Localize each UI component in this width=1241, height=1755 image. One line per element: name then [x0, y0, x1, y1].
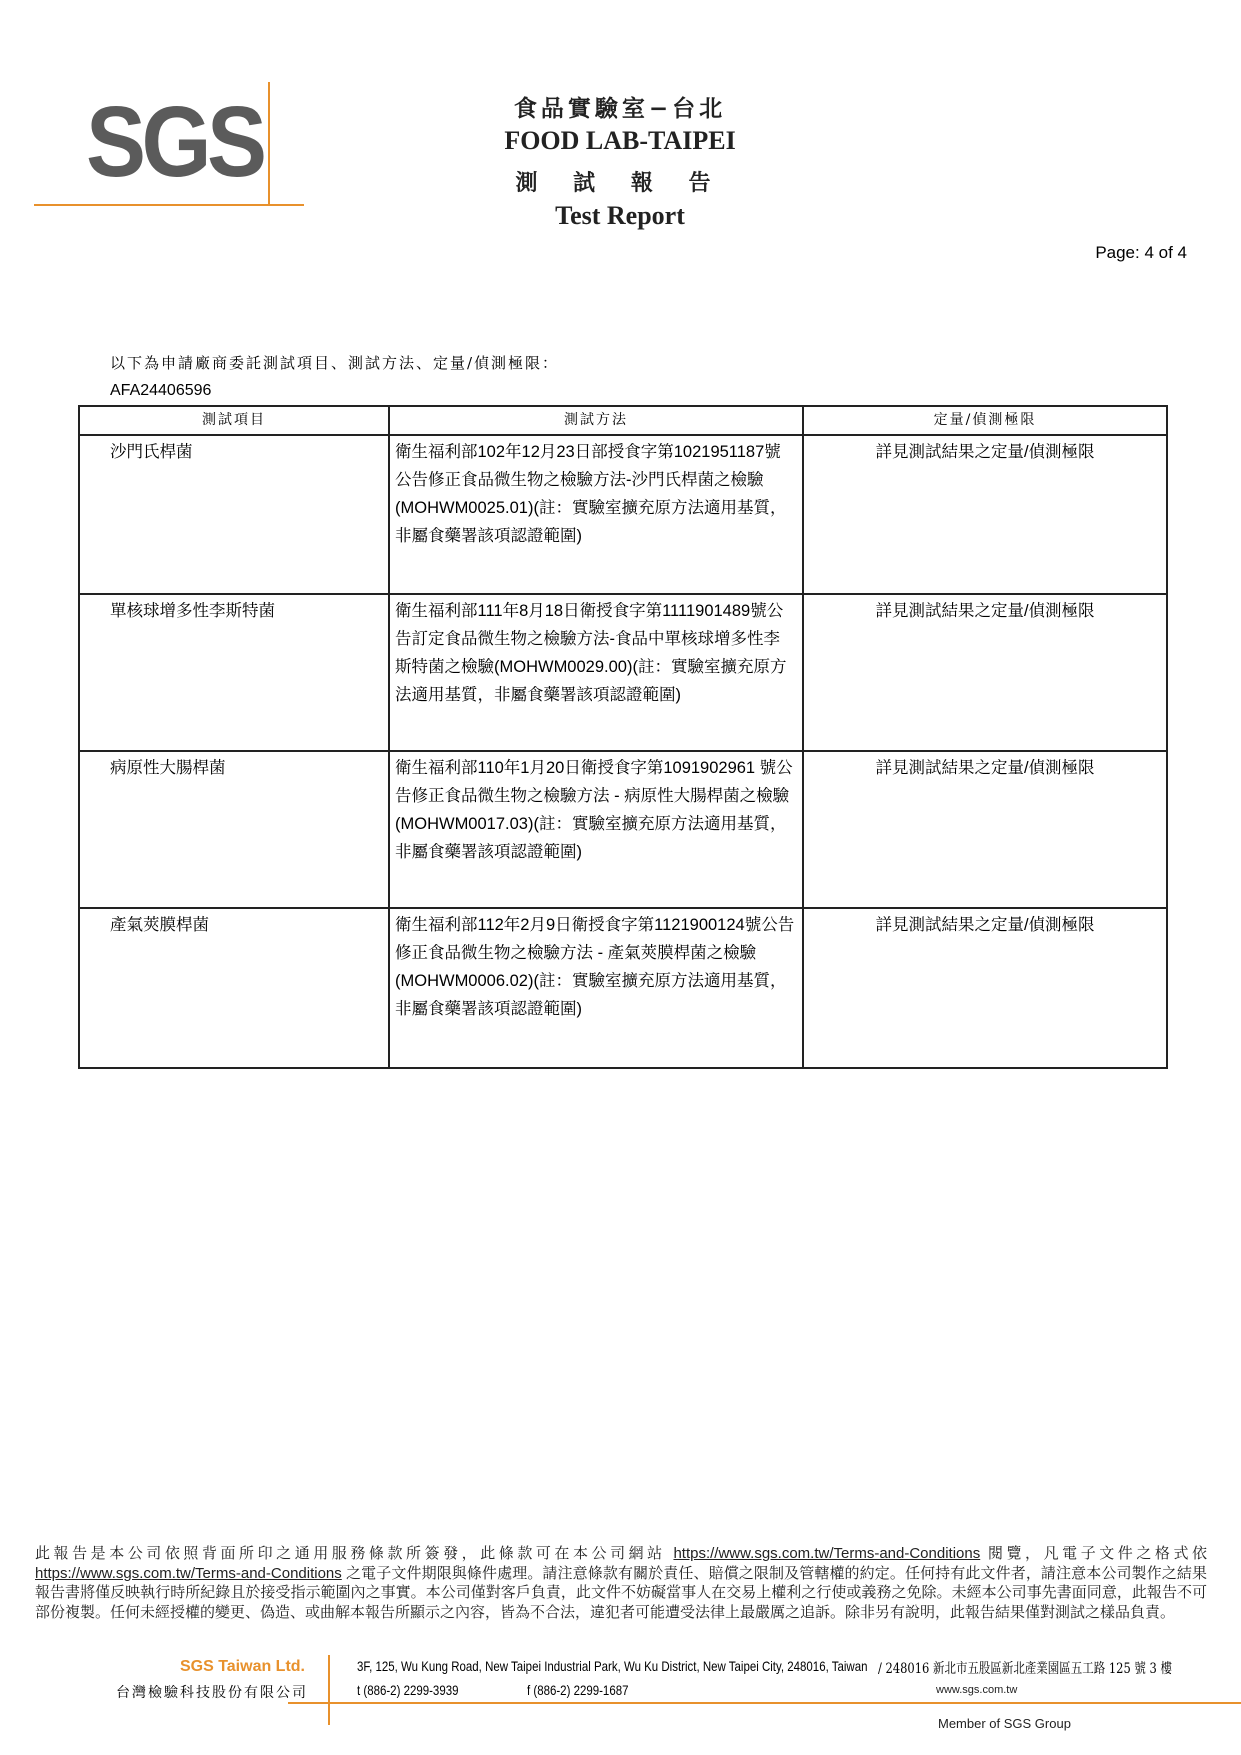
header-test-item: 測試項目 — [79, 406, 389, 435]
disclaimer-part-2: 閱覽，凡電子文件之格式依 — [980, 1545, 1208, 1562]
fax: f (886-2) 2299-1687 — [527, 1682, 629, 1698]
table-row — [79, 435, 1167, 594]
table-row — [79, 908, 1167, 1068]
test-method-cell: 衛生福利部110年1月20日衛授食字第1091902961 號公告修正食品微生物之檢驗方法 - 病原性大腸桿菌之檢驗(MOHWM0017.03)(註：實驗室擴充原方法適用基質，非屬食藥署該項認證範圍) — [389, 751, 803, 908]
lab-title-cn: 食品實驗室−台北 — [513, 95, 727, 122]
test-item-cell: 產氣莢膜桿菌 — [79, 908, 389, 1068]
table-row — [79, 751, 1167, 908]
table-row — [79, 594, 1167, 751]
table-header-row — [79, 406, 1167, 435]
footer-horizontal-rule — [288, 1702, 1241, 1704]
lab-title-en: FOOD LAB-TAIPEI — [504, 126, 736, 155]
limit-cell: 詳見測試結果之定量/偵測極限 — [803, 435, 1167, 594]
address-en: 3F, 125, Wu Kung Road, New Taipei Industrial Park, Wu Ku District, New Taipei City, 248016, Taiwan — [357, 1658, 868, 1674]
test-items-table — [78, 405, 1168, 1069]
test-method-cell: 衛生福利部112年2月9日衛授食字第1121900124號公告修正食品微生物之檢驗方法 - 產氣莢膜桿菌之檢驗(MOHWM0006.02)(註：實驗室擴充原方法適用基質，非屬食藥署該項認證範圍) — [389, 908, 803, 1068]
disclaimer-part-1: 此報告是本公司依照背面所印之通用服務條款所簽發，此條款可在本公司網站 — [35, 1545, 674, 1562]
test-method-cell: 衛生福利部111年8月18日衛授食字第1111901489號公告訂定食品微生物之檢驗方法-食品中單核球增多性李斯特菌之檢驗(MOHWM0029.00)(註：實驗室擴充原方法適用基質，非屬食藥署該項認證範圍) — [389, 594, 803, 751]
sgs-logo-text: SGS — [86, 86, 263, 198]
test-item-cell: 單核球增多性李斯特菌 — [79, 594, 389, 751]
company-name-cn: 台灣檢驗科技股份有限公司 — [116, 1685, 308, 1701]
terms-link[interactable]: https://www.sgs.com.tw/Terms-and-Conditions — [673, 1545, 981, 1562]
terms-link[interactable]: https://www.sgs.com.tw/Terms-and-Conditions — [35, 1564, 342, 1582]
limit-cell: 詳見測試結果之定量/偵測極限 — [803, 751, 1167, 908]
member-of-sgs-group: Member of SGS Group — [938, 1716, 1071, 1731]
limit-cell: 詳見測試結果之定量/偵測極限 — [803, 594, 1167, 751]
report-title-en: Test Report — [555, 201, 685, 230]
company-name-en: SGS Taiwan Ltd. — [179, 1658, 305, 1675]
header-test-method: 測試方法 — [389, 406, 803, 435]
website[interactable]: www.sgs.com.tw — [936, 1684, 1018, 1696]
sgs-logo — [34, 80, 309, 205]
reference-number: AFA24406596 — [110, 382, 212, 399]
logo-vertical-rule — [268, 82, 270, 204]
disclaimer-part-3: 之電子文件期限與條件處理。請注意條款有關於責任、賠償之限制及管轄權的約定。任何持有此文件者，請注意本公司製作之結果報告書將僅反映執行時所紀錄且於接受指示範圍內之事實。本公司僅對客戶負責，此文件不妨礙當事人在交易上權利之行使或義務之免除。未經本公司事先書面同意，此報告不可部份複製。任何未經授權的變更、偽造、或曲解本報告所顯示之內容，皆為不合法，違犯者可能遭受法律上最嚴厲之追訴。除非另有說明，此報告結果僅對測試之樣品負責。 — [35, 1564, 1207, 1621]
limit-cell: 詳見測試結果之定量/偵測極限 — [803, 908, 1167, 1068]
disclaimer-text — [35, 1544, 1207, 1622]
intro-text: 以下為申請廠商委託測試項目、測試方法、定量/偵測極限： — [110, 354, 560, 372]
telephone: t (886-2) 2299-3939 — [357, 1682, 459, 1698]
report-title-cn: 測 試 報 告 — [515, 170, 725, 196]
test-item-cell: 病原性大腸桿菌 — [79, 751, 389, 908]
logo-horizontal-rule — [34, 204, 304, 206]
page-number: Page: 4 of 4 — [1095, 243, 1187, 262]
test-item-cell: 沙門氏桿菌 — [79, 435, 389, 594]
address-cn: / 248016 新北市五股區新北產業園區五工路 125 號 3 樓 — [878, 1661, 1172, 1677]
header-limit: 定量/偵測極限 — [803, 406, 1167, 435]
test-method-cell: 衛生福利部102年12月23日部授食字第1021951187號公告修正食品微生物之檢驗方法-沙門氏桿菌之檢驗(MOHWM0025.01)(註：實驗室擴充原方法適用基質，非屬食藥署該項認證範圍) — [389, 435, 803, 594]
footer-vertical-rule — [328, 1655, 330, 1725]
